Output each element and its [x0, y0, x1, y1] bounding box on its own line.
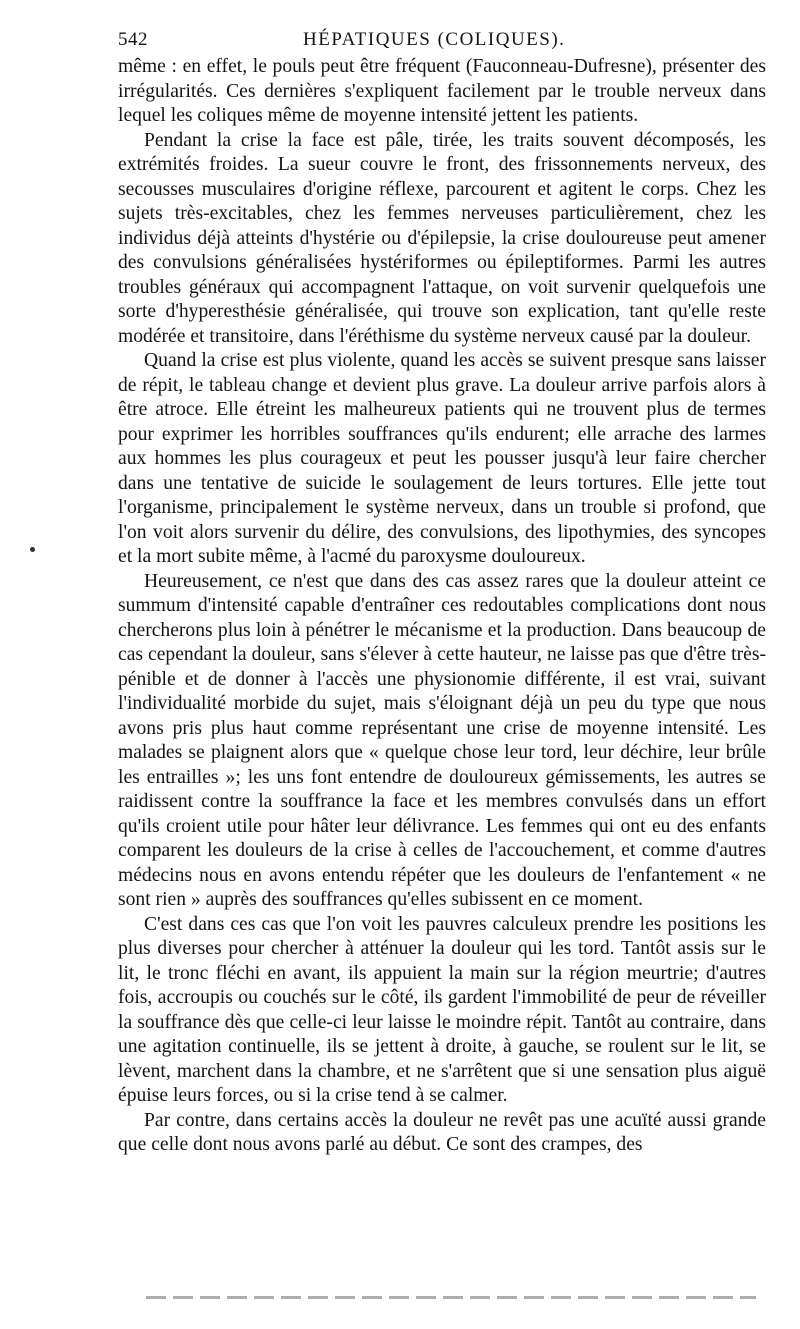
page-number: 542: [118, 29, 148, 50]
paragraph: Quand la crise est plus violente, quand les accès se suivent presque sans laisser de répit, le tableau change et devient plus grave. La douleur arrive parfois alors à être atroce. Elle étreint les malheureux patients qui ne trouvent plus de termes pour exprimer les horribles souffrances qu'ils endurent; elle arrache des larmes aux hommes les plus courageux et peut les pousser jusqu'à leur faire chercher dans une tentative de suicide le soulagement de leurs tortures. Elle jette tout l'organisme, principalement le système nerveux, dans un trouble si profond, que l'on voit alors survenir du délire, des convulsions, des lipothymies, des syncopes et la mort subite même, à l'acmé du paroxysme douloureux.: [118, 350, 766, 567]
page-header: [118, 28, 770, 52]
bottom-scan-artifact: [146, 1296, 756, 1299]
paragraph: Heureusement, ce n'est que dans des cas assez rares que la douleur atteint ce summum d'intensité capable d'entraîner ces redoutables complications dont nous chercherons plus loin à pénétrer le mécanisme et la production. Dans beaucoup de cas cependant la douleur, sans s'élever à cette hauteur, ne laisse pas que d'être très-pénible et de donner à l'accès une physionomie différente, il est vrai, suivant l'individualité morbide du sujet, mais s'éloignant déjà un peu du type que nous avons pris plus haut comme représentant une crise de moyenne intensité. Les malades se plaignent alors que « quelque chose leur tord, leur déchire, leur brûle les entrailles »; les uns font entendre de douloureux gémissements, les autres se raidissent contre la souffrance la face et les membres convulsés dans un effort qu'ils croient utile pour hâter leur délivrance. Les femmes qui ont eu des enfants comparent les douleurs de la crise à celles de l'accouchement, et comme d'autres médecins nous en avons entendu répéter que les douleurs de l'enfantement « ne sont rien » auprès des souffrances qu'elles subissent en ce moment.: [118, 570, 766, 910]
paragraph: même : en effet, le pouls peut être fréquent (Fauconneau-Dufresne), présenter des irrégularités. Ces dernières s'expliquent facilement par le trouble nerveux dans lequel les coliques même de moyenne intensité jettent les patients.: [118, 56, 766, 126]
paragraph: Pendant la crise la face est pâle, tirée, les traits souvent décomposés, les extrémités froides. La sueur couvre le front, des frissonnements nerveux, des secousses musculaires d'origine réflexe, parcourent et agitent le corps. Chez les sujets très-excitables, chez les femmes nerveuses particulièrement, chez les individus déjà atteints d'hystérie ou d'épilepsie, la crise douloureuse peut amener des convulsions généralisées hystériformes ou épileptiformes. Parmi les autres troubles généraux qui accompagnent l'attaque, on voit survenir quelquefois une sorte d'hyperesthésie généralisée, qui trouve son explication, tant qu'elle reste modérée et transitoire, dans l'éréthisme du système nerveux causé par la douleur.: [118, 129, 766, 347]
body-text: [118, 55, 766, 1158]
paragraph: Par contre, dans certains accès la douleur ne revêt pas une acuïté aussi grande que celle dont nous avons parlé au début. Ce sont des crampes, des: [118, 1109, 766, 1155]
paragraph: C'est dans ces cas que l'on voit les pauvres calculeux prendre les positions les plus diverses pour chercher à atténuer la douleur qui les tord. Tantôt assis sur le lit, le tronc fléchi en avant, ils appuient la main sur la région meurtrie; d'autres fois, accroupis ou couchés sur le côté, ils gardent l'immobilité de peur de réveiller la souffrance dès que celle-ci leur laisse le moindre répit. Tantôt au contraire, dans une agitation continuelle, ils se jettent à droite, à gauche, se roulent sur le lit, se lèvent, marchent dans la chambre, et ne s'arrêtent que si une sensation plus aiguë épuise leurs forces, ou si la crise tend à se calmer.: [118, 913, 766, 1106]
running-head: HÉPATIQUES (COLIQUES).: [303, 29, 566, 50]
margin-dot: [30, 547, 35, 552]
